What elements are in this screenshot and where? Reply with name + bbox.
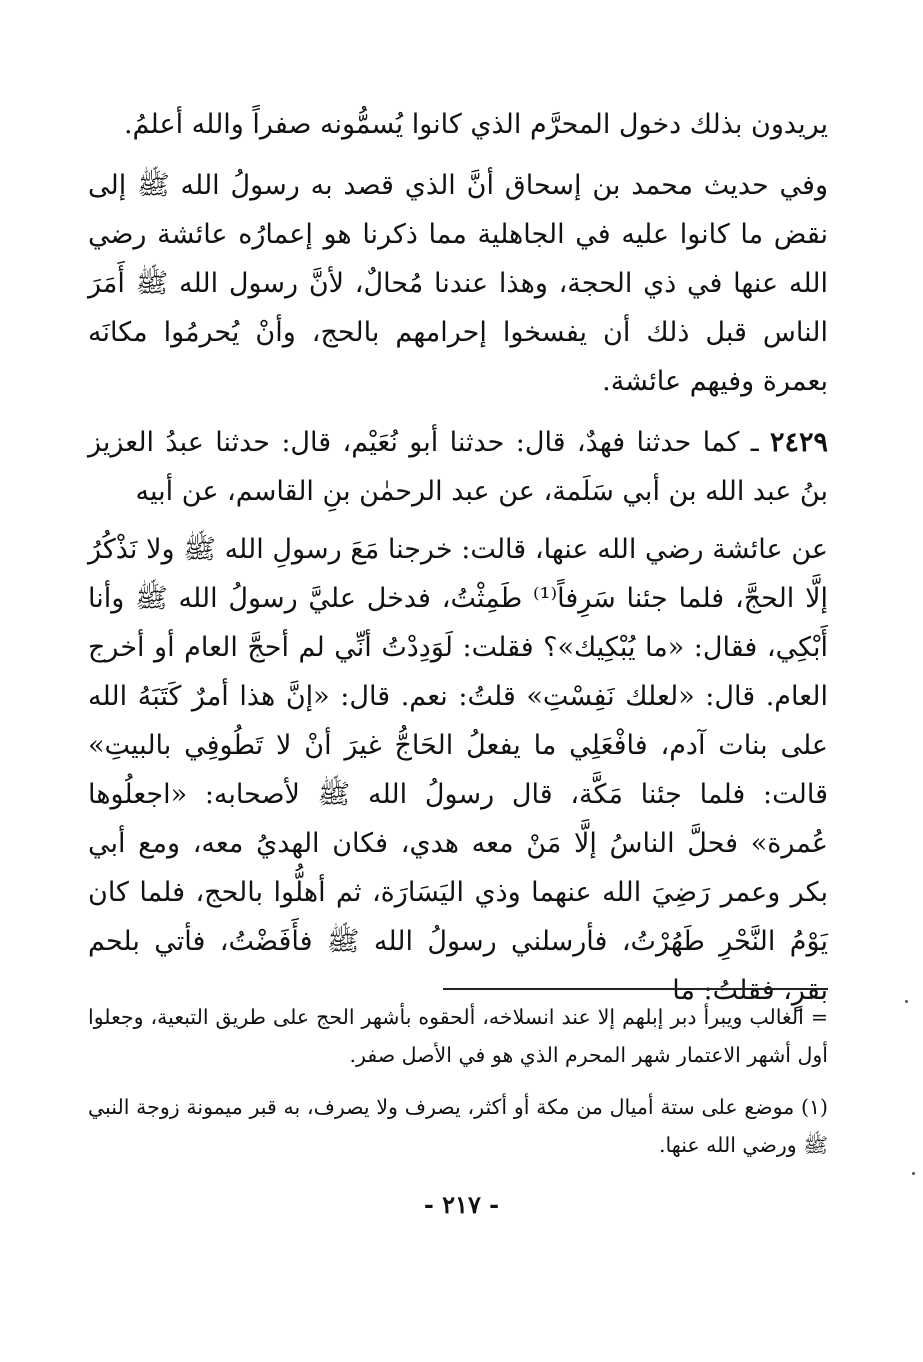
- hadith-matn: [88, 525, 828, 1015]
- hadith-matn-text: عن عائشة رضي الله عنها، قالت: خرجنا مَعَ رسولِ الله ﷺ ولا نَذْكُرُ إلَّا الحجَّ، فلما جئنا سَرِفاً⁽¹⁾ طَمِثْتُ، فدخل عليَّ رسولُ الله ﷺ وأنا أَبْكِي، فقال: «ما يُبْكِيك»؟ فقلت: لَوَدِدْتُ أنِّي لم أحجَّ العام أو أخرج العام. قال: «لعلك نَفِسْتِ» قلتُ: نعم. قال: «إنَّ هذا أمرٌ كَتَبَهُ الله على بنات آدم، فافْعَلِي ما يفعلُ الحَاجُّ غيرَ أنْ لا تَطُوفِي بالبيتِ» قالت: فلما جئنا مَكَّة، قال رسولُ الله ﷺ لأصحابه: «اجعلُوها عُمرة» فحلَّ الناسُ إلَّا مَنْ معه هدي، فكان الهديُ معه، ومع أبي بكر وعمر رَضِيَ الله عنهما وذي اليَسَارَة، ثم أهلُّوا بالحج، فلما كان يَوْمُ النَّحْرِ طَهُرْتُ، فأرسلني رسولُ الله ﷺ فأَفَضْتُ، فأتي بلحم بقرٍ، فقلتُ: ما: [88, 534, 828, 1006]
- page-number: - ٢١٧ -: [423, 1190, 500, 1219]
- hadith-2429-isnad: [88, 418, 828, 516]
- hadith-number: ٢٤٢٩: [769, 427, 828, 458]
- footnote-continuation-text: = الغالب ويبرأ دبر إبلهم إلا عند انسلاخه، ألحقوه بأشهر الحج على طريق التبعية، وجعلوا أول أشهر الاعتمار شهر المحرم الذي هو في الأصل صفر.: [88, 1005, 828, 1067]
- footnote-separator: [443, 988, 828, 990]
- paragraph-1: [88, 100, 828, 149]
- paragraph-2: [88, 161, 828, 406]
- footnote-1-text: (١) موضع على ستة أميال من مكة أو أكثر، يصرف ولا يصرف، به قبر ميمونة زوجة النبي ﷺ ورضي الله عنها.: [88, 1095, 828, 1157]
- scan-speck: [905, 1000, 908, 1003]
- hadith-2429-text: [88, 418, 828, 516]
- scan-speck: [912, 1172, 915, 1175]
- footnote-1: [88, 1088, 828, 1164]
- paragraph-2-text: وفي حديث محمد بن إسحاق أنَّ الذي قصد به رسولُ الله ﷺ إلى نقض ما كانوا عليه في الجاهلية مما ذكرنا هو إعمارُه عائشة رضي الله عنها في ذي الحجة، وهذا عندنا مُحالٌ، لأنَّ رسول الله ﷺ أَمَرَ الناس قبل ذلك أن يفسخوا إحرامهم بالحج، وأنْ يُحرمُوا مكانَه بعمرة وفيهم عائشة.: [88, 170, 828, 397]
- footnote-continuation: [88, 998, 828, 1074]
- hadith-isnad-text: ـ كما حدثنا فهدٌ، قال: حدثنا أبو نُعَيْم، قال: حدثنا عبدُ العزيز بنُ عبد الله بن أبي سَلَمة، عن عبد الرحمٰن بنِ القاسم، عن أبيه: [88, 427, 828, 507]
- paragraph-1-text: يريدون بذلك دخول المحرَّم الذي كانوا يُسمُّونه صفراً والله أعلمُ.: [123, 109, 828, 140]
